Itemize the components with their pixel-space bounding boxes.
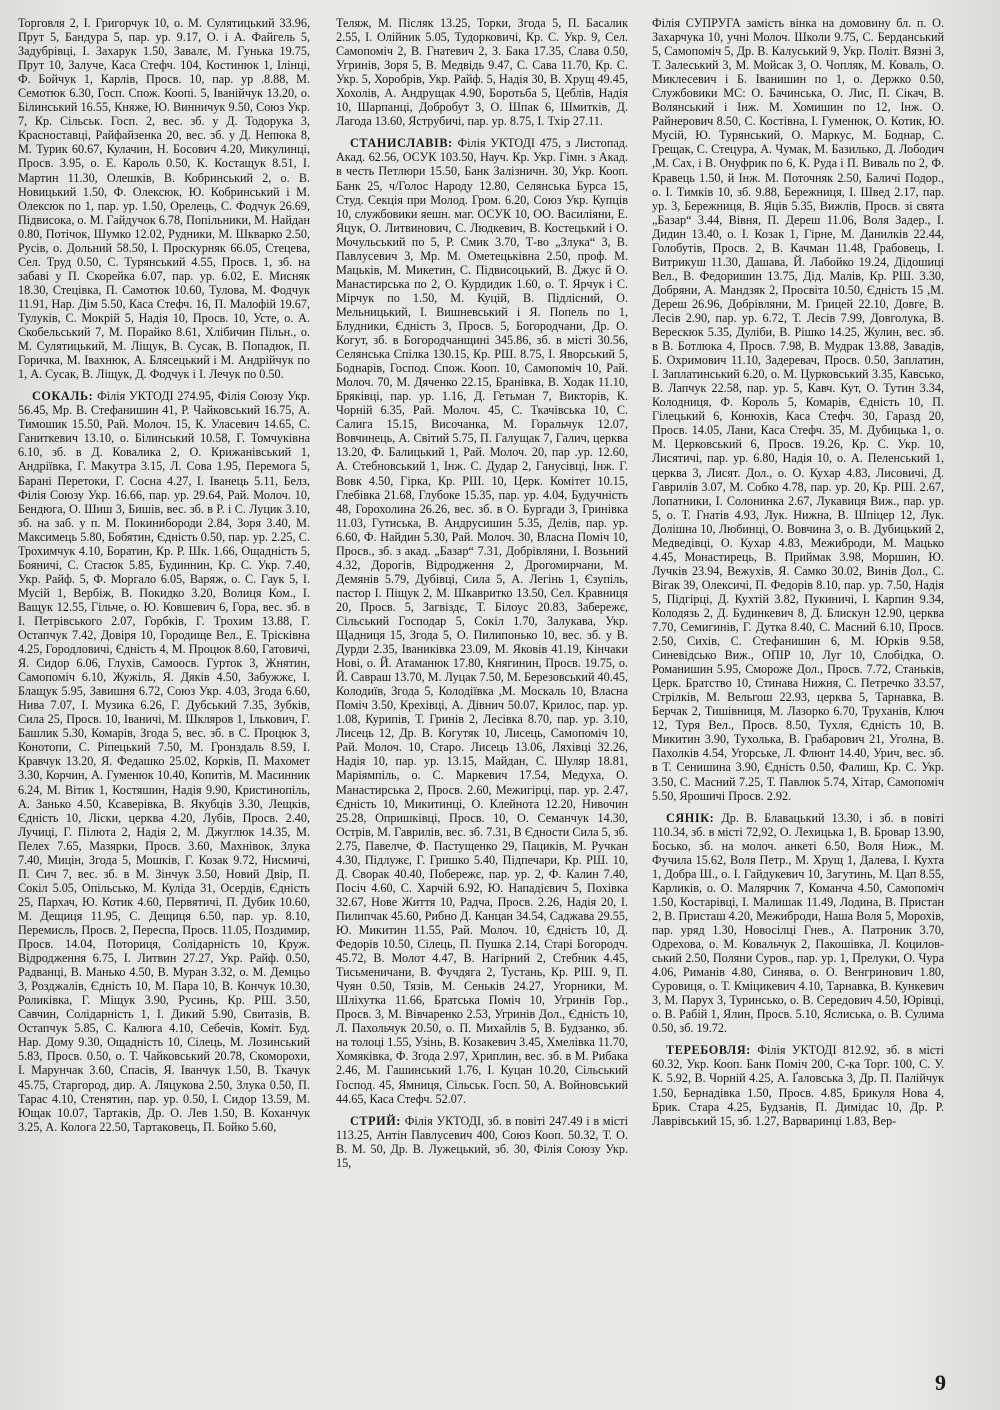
section-text: Др. В. Блавацький 13.30, і зб. в повіті 110.34, зб. в місті 72,92, О. Лехицька 1, В. Бровар 13.90, Босько, зб. на молоч. анкеті 6.50, Воля Ниж., М. Фучила 15.62, Воля Петр., М. Хрущ 1, Далева, І. Кухта 1, Добра Ш., о. І. Гайдукевич 10, Загутинь, М. Цап 8.55, Карликів, о. О. Малярчик 7, Команча 4.50, Самопоміч 1.50, Костарівці, І. Малишак 11.49, Лодина, В. Пристан 2, В. Присташ 4.20, Межиброди, Наша Воля 5, Морохів, пар. уряд 1.30, Новосілці Гнев., А. Патроник 3.70, Одрехова, о. М. Ковальчук 2, Пакошівка, Л. Коциловський 2.50, Поляни Суров., пар. ур. 1, Прелуки, О. Чура 4.06, Риманів 4.80, Синява, о. О. Венгринович 1.80, Суровиця, о. Т. Кміцикевич 4.10, Тарнавка, В. Кункевич 3, М. Парух 3, Туринсько, о. В. Середович 4.50, Юрівці, о. В. Рабій 1, Ялин, Просв. 5.10, Яслиська, о. В. Сулима 0.50, зб. 19.72. <box>652 810 944 1036</box>
donation-list-paragraph: Філія СУПРУГА замість вінка на домовину бл. п. О. Захарчука 10, учні Молоч. Школи 9.75, С. Берданський 5, Самопоміч 5, Др. В. Калуський 9, Укр. Політ. Вязні 3, Т. Залеський 3, М. Мойсак 3, О. Чопляк, М. Коваль, О. Миклесевич і Б. Іванишин по 1, о. Держко 0.50, Службовики МС: О. Бачинська, О. Лис, П. Сікач, В. Волянський і Інж. М. Хомишин по 12, Інж. О. Райнерович 8.50, С. Костівна, І. Гуменюк, О. Котик, Ю. Мусій, Ю. Турянський, О. Маркус, М. Боднар, С. Грещак, С. Стецура, А. Чумак, М. Базилько, Д. Лободич ,М. Сах, і В. Онуфрик по 6, К. Руда і П. Виваль по 2, Ф. Кравець 1.50, й Інж. М. Поточняк 2.50, Баличі Подор., о. І. Тимків 10, зб. 9.88, Бережниця, І. Швед 2.17, пар. ур. 3, Бережниця, В. Яців 5.35, Вижлів, Просв. зі свята „Базар“ 3.44, Вівня, П. Дереш 11.06, Воля Задер., І. Дидин 13.40, о. І. Козак 1, Гірне, М. Данилків 22.44, Голобутів, Просв. 2, В. Качман 11.48, Грабовець, І. Витрикуш 11.30, Дашава, Й. Лабойко 19.24, Дідошиці Вел., В. Федоришин 13.75, Дід. Малів, Кр. РШ. 3.30, Добряни, А. Мандзяк 2, Просвіта 10.50, Єдність 15 ,М. Дереш 26.96, Добрівляни, М. Грицей 22.10, Довге, В. Лесів 2.90, пар. ур. 6.72, Т. Лесів 7.99, Довголука, В. Верескюк 5.35, Дуліби, В. Рішко 14.25, Жулин, вес. зб. в В. Ботлюка 4, Просв. 7.98, В. Мудрак 13.88, Завадів, Б. Охримович 11.10, Задеревач, Просв. 0.50, Заплатин, І. Заплатинський 6.20, о. М. Цурковський 3.35, Кавсько, В. Лапчук 22.58, пар. ур. 5, Кавч. Кут, О. Тутин 3.34, Колодниця, Ф. Король 5, Комарів, Єдність 10, П. Гілецький 6, Конюхів, Каса Стефч. 30, Гаразд 20, Просв. 14.05, Лани, Каса Стефч. 35, М. Дубицька 1, о. М. Церковський 6, Просв. 19.26, Кр. С. Укр. 10, Лисятичі, пар. ур. 6.80, Надія 10, о. А. Пеленський 1, церква 3, Лисят. Дол., о. О. Кухар 4.83, Лисовичі, Д. Гаврилів 3.07, М. Собко 4.78, пар. ур. 20, Кр. РШ. 2.67, Лопатники, І. Солонинка 2.67, Лукавиця Виж., пар. ур. 5, о. Т. Гнатів 4.93, Лук. Нижна, В. Шпіцер 12, Лук. Долішна 10, Любинці, О. Вовчина 3, о. В. Дубицький 2, Медведівці, О. Кухар 4.83, Межиброди, М. Мацько 4.45, Монастирець, В. Приймак 3.98, Моршин, Ю. Лучків 23.94, Вежухів, Я. Самко 30.02, Винів Дол., С. Вігак 39, Олексичі, П. Федорів 8.10, пар. ур. 7.50, Надія 5, Підгірці, Д. Кухтій 3.82, Пукиничі, І. Карпин 9.34, Колодязь 2, Д. Будинкевич 8, Д. Блискун 12.90, церква 7.70, Семигинів, Г. Дутка 8.40, С. Масний 6.10, Просв. 2.50, Сихів, С. Стефанишин 6, М. Юрків 9.58, Синевідсько Виж., ОПІР 10, Луг 10, Слобідка, О. Романишин 5.95, Смороже Дол., Просв. 7.72, Станьків, Церк. Братство 10, Стинава Нижня, С. Петречко 33.57, Стрілків, М. Вельгош 22.93, церква 5, Тарнавка, В. Берчак 2, Тишівниця, М. Лазорко 6.70, Труханів, Ключ 12, Туря Вел., Просв. 8.50, Тухля, Єдність 10, В. Микитин 3.90, Тухолька, В. Грабарович 21, Уголна, В. Пахолків 4.54, Угорське, Л. Флюнт 14.40, Урич, вес. зб. в Т. Сенишина 3.90, Єдність 0.50, Фалиш, Кр. С. Укр. 3.50, С. Масний 7.25, Т. Павлюк 5.74, Хітар, Самопоміч 5.50, Ярошичі Просв. 2.92. <box>652 16 944 803</box>
section-terebovlia <box>652 1043 944 1127</box>
section-syanik <box>652 811 944 1036</box>
text-column-2 <box>336 16 628 1394</box>
text-column-1 <box>18 16 310 1394</box>
section-heading: СОКАЛЬ: <box>32 389 94 404</box>
page-number: 9 <box>935 1370 946 1395</box>
section-text: Філія УКТОДІ 812.92, зб. в місті 60.32, Укр. Кооп. Банк Поміч 200, С-ка Торг. 100, С. У. К. 5.92, В. Чорній 4.25, А. Ґаловська 3, Др. П. Палійчук 1.50, Бернадівка 1.50, Просв. 4.85, Брикуля Нова 4, Брик. Стара 4.25, Будзанів, П. Димідас 10, Др. Р. Лаврівський 15, зб. 1.27, Варваринці 1.83, Вер- <box>652 1043 944 1128</box>
section-stanyslaviv <box>336 136 628 1105</box>
donation-list-paragraph: Торговля 2, І. Григорчук 10, о. М. Сулятицький 33.96, Прут 5, Бандура 5, пар. ур. 9.17, О. і А. Файгель 5, Задубрівці, І. Захарук 1.50, Завалє, М. Гунька 19.75, Прут 10, Залуче, Каса Стефч. 104, Костинюк 1, Ілінці, Ф. Бойчук 1, Карлів, Просв. 10, пар. ур .8.88, М. Семотюк 6.30, Госп. Спож. Коопі. 5, Іванійчук 13.20, о. Білинський 16.55, Княже, Ю. Винничук 9.50, Союз Укр. 7, Кр. Сільськ. Госп. 2, вес. зб. у Д. Тодорука 3, Красноставці, Райфайзенка 20, вес. зб. у Д. Непюка 8, М. Турик 60.67, Кулачин, Н. Босович 4.20, Микулинці, Просв. 3.95, о. Е. Кароль 0.50, К. Костащук 8.51, І. Мартин 11.30, Олешків, В. Кобринський 2, о. В. Новицький 1.50, Ф. Олексюк, Ю. Кобринський і М. Олексюк по 1, пар. ур. 1.50, Орелець, С. Фодчук 26.69, Підвисока, о. М. Гайдучок 6.78, Попільники, М. Найдан 0.80, Потічок, Шумко 12.02, Рудники, М. Шкварко 2.50, Русів, о. Дольний 58.50, І. Проскурняк 66.05, Стецева, Сел. Труд 0.50, С. Турянський 4.55, Просв. 1, зб. на забаві у П. Скорейка 6.07, пар. ур. 6.02, Е. Мисняк 18.30, Стецівка, П. Самотюк 10.60, Тулова, М. Фодчук 11.91, Нар. Дім 5.50, Каса Стефч. 16, П. Малофій 19.67, Тулуків, С. Мокрій 5, Надія 10, Просв. 10, Усте, о. А. Скобельський 7, М. Порайко 8.61, Хлібичин Пільн., о. М. Сулятицький, М. Ліщук, В. Сусак, В. Попадюк, П. Горичка, М. Івахнюк, А. Блясецький і М. Андрійчук по 1, А. Сусак, В. Ліщук, Д. Фодчук і І. Лечук по 0.50. <box>18 16 310 382</box>
section-heading: СТАНИСЛАВІВ: <box>350 136 453 151</box>
section-text: Філія УКТОДІ 274.95, Філія Союзу Укр. 56.45, Мр. В. Стефанишин 41, Р. Чайковський 16.75, А. Тимошик 15.50, Рай. Молоч. 15, К. Уласевич 14.65, С. Ганиткевич 13.10, о. Білинський 10.58, Г. Томчуківна 6.10, зб. в Д. Ковалика 2, О. Крижанівський 1, Андріївка, Г. Макутра 3.15, Л. Сова 1.95, Перемога 5, Барані Перетоки, Г. Сосна 4.27, І. Іванець 5.11, Белз, Філія Союзу Укр. 16.66, пар. ур. 29.64, Рай. Молоч. 10, Бендюга, О. Шиш 3, Бишів, вес. зб. в Р. і С. Луцик 3.10, зб. на заб. у п. М. Покинибороди 2.84, Зоря 3.40, М. Максимець 5.80, Бобятин, Єдність 0.50, пар. ур. 2.25, С. Трохимчук 4.10, Боратин, Кр. Р. Шк. 1.66, Ощадність 5, Бояничі, С. Стасюк 5.85, Будиннин, Кр. С. Укр. 7.40, Укр. Райф. 5, Ф. Моргало 6.05, Варяж, о. С. Гаук 5, І. Мусій 1, Вербіж, В. Покидко 3.20, Волиця Ком., І. Ващук 12.55, Гільче, о. Ю. Ковшевич 6, Гора, вес. зб. в І. Петрівського 2.07, Горбків, Г. Трохим 13.88, Г. Остапчук 7.42, Довіря 10, Городище Вел., Е. Трісківна 4.25, Городловичі, Єдність 4, М. Процюк 8.60, Гатовичі, Я. Сидор 6.06, Глухів, Самоосв. Гурток 3, Жнятин, Самопоміч 6.10, Жужіль, Я. Дяків 4.50, Забужжє, І. Блащук 5.95, Завишня 6.72, Союз Укр. 4.03, Згода 6.60, Нива 7.07, І. Музика 6.26, Г. Дубський 7.35, Зубків, Сила 25, Просв. 10, Іваничі, М. Шкляров 1, Ількович, Г. Башлик 5.30, Комарів, Згода 5, вес. зб. в С. Процюк 3, Конотопи, С. Ріпецький 7.50, М. Гронздаль 8.59, І. Кравчук 13.20, Я. Федашко 25.02, Корків, П. Махомет 3.30, Корчин, А. Гуменюк 10.40, Копитів, М. Масинник 6.24, М. Вітик 1, Костяшин, Надія 9.90, Кристинопіль, А. Занько 4.50, Ксаверівка, В. Якубців 3.30, Лещків, Єдність 10, Ліски, церква 4.20, Лубів, Просв. 2.40, Лучиці, Г. Пілюта 2, Надія 2, М. Джуглюк 14.35, М. Пелех 7.65, Мазярки, Просв. 3.60, Махнівок, Злука 7.40, Мицін, Згода 5, Мошків, Г. Козак 9.72, Нисмичі, П. Сич 7, вес. зб. в М. Зінчук 3.50, Новий Двір, П. Сокіл 5.05, Опільсько, М. Кулідa 31, Осердів, Єдність 25, Пархач, Ю. Котик 4.60, Первятичі, П. Дубик 10.60, М. Дещиця 11.95, С. Дещиця 6.50, пар. ур. 8.10, Перемисль, Просв. 2, Переспа, Просв. 11.05, Поздимир, Просв. 14.04, Поториця, Солідарність 10, Круж. Відродження 6.75, І. Литвин 27.27, Укр. Райф. 0.50, Радванці, В. Манько 4.50, В. Муран 3.32, о. М. Демцьо 3, Розджалів, Єдність 10, М. Пара 10, В. Кончук 10.30, Роликівка, Г. Міщук 3.90, Русинь, Кр. РШ. 3.50, Савчин, Солідарність 1, І. Дикий 5.90, Свитазів, В. Остапчук 5.85, С. Калюга 4.10, Себечів, Коміт. Буд. Нар. Дому 9.30, Ощадність 10, Сілець, М. Лозинський 5.83, Просв. 0.50, о. Т. Чайковський 20.78, Скоморохи, І. Марунчак 3.60, Спасів, Я. Іванчук 1.50, В. Ткачук 45.75, Старгород, дир. А. Ляцукова 2.50, Злука 0.50, П. Тарас 4.10, Стенятин, пар. ур. 0.50, І. Сидор 13.59, М. Ющак 10.07, Тартаків, Др. О. Лев 1.50, В. Коханчук 3.25, А. Кологa 22.50, Тартаковець, П. Бойко 5.60, <box>18 389 310 1134</box>
section-stryi <box>336 1114 628 1170</box>
section-heading: ТЕРЕБОВЛЯ: <box>666 1043 751 1058</box>
section-heading: СЯНІК: <box>666 810 715 825</box>
donation-list-paragraph: Теляж, М. Післяк 13.25, Торки, Згода 5, П. Басалик 2.55, І. Олійник 5.05, Тудорковичі, Кр. С. Укр. 9, Сел. Самопоміч 2, В. Гнатевич 2, З. Бака 17.35, Слава 0.50, Угринів, Зоря 5, В. Медвідь 9.47, С. Сава 11.70, Кр. С. Укр. 5, Хоробрів, Укр. Райф. 5, Надія 30, В. Хрущ 49.45, Хохолів, А. Андрущак 4.90, Боротьба 5, Цеблів, Надія 10, Шарпанці, Добробут 3, О. Шпак 6, Шмитків, Д. Лагода 13.60, Яструбичі, пар. ур. 8.75, І. Тхір 27.11. <box>336 16 628 129</box>
section-text: Філія УКТОДІ, зб. в повіті 247.49 і в місті 113.25, Антін Павлусевич 400, Союз Кооп. 50.32, Т. О. В. М. 50, Др. В. Лужецький, зб. 30, Філія Союзу Укр. 15, <box>336 1113 628 1170</box>
section-heading: СТРИЙ: <box>350 1113 401 1128</box>
section-sokal <box>18 389 310 1133</box>
section-text: Філія УКТОДІ 475, з Листопад. Акад. 62.56, ОСУК 103.50, Науч. Кр. Укр. Гімн. з Акад. в честь Петлюри 15.50, Банк Залізничн. 30, Укр. Кооп. Банк 25, ч/Голос Народу 12.80, Селянська Бурса 15, Студ. Секція при Молод. Гром. 6.20, Союз Укр. Купців 10, службовики яешн. маг. ОСУК 10, ОО. Василіяни, Е. Яцук, О. Литвинович, С. Людкевич, В. Костецький і О. Мочульський по 5, Р. Смик 3.70, Т-во „Злука“ 3, В. Павлусевич 3, Мр. М. Ометецьківна 2.50, проф. М. Мацьків, М. Микетин, С. Підвисоцький, В. Джус й О. Манастирська по 2, О. Курдидик 1.60, о. Т. Ярчук і С. Мірчук по 1.50, М. Куцій, В. Підлісний, О. Мельницький, І. Вишневський і Я. Попель по 1, Блудники, Єдність 3, Просв. 5, Богородчани, Др. О. Когут, зб. в Богородчанщині 345.86, зб. в місті 30.56, Селянська Спілка 130.15, Кр. РШ. 8.75, І. Яворський 5, Боднарів, Господ. Спож. Кооп. 10, Самопоміч 10, Рай. Молоч. 70, М. Дяченко 22.15, Бранівка, В. Ходак 11.10, Бряківці, пар. ур. 1.16, Д. Гетьман 7, Викторів, К. Чорній 6.35, Рай. Молоч. 45, С. Ткачівська 10, С. Салига 15.15, Височанка, М. Горальчук 12.07, Вовчинець, А. Світий 5.75, П. Галущак 7, Галич, церква 13.20, Ф. Балицький 1, Рай. Молоч. 20, пар .ур. 12.60, А. Стебновський 1, Інж. С. Дудар 2, Ганусівці, Інж. Г. Вовк 4.50, Гірка, Кр. РШ. 10, Церк. Комітет 10.15, Глебівка 21.68, Глубоке 15.35, пар. ур. 4.04, Будучність 48, Горохолина 26.26, вес. зб. в О. Бургади 3, Гринівка 11.03, Гутиська, В. Андрусишин 5.35, Делів, пар. ур. 6.60, Ф. Найдин 5.30, Рай. Молоч. 30, Власна Поміч 10, Просв., зб. з акад. „Базар“ 7.31, Добрівляни, І. Возьний 4.32, Дорогів, Відродження 2, Дрогомирчани, М. Демянів 5.79, Дубівці, Сила 5, А. Легінь 1, Єзупіль, пастор І. Піщук 2, М. Шкавритко 13.50, Сел. Кравниця 20, Просв. 5, Загвіздє, Т. Білоус 20.83, Забережє, Сільський Господар 5, Сокіл 1.70, Залукава, Укр. Щадниця 15, Згода 5, О. Пилипонько 10, вес. зб. у В. Дурди 2.35, Іваниківка 23.09, М. Яковів 41.19, Кінчаки Нові, о. Й. Атаманюк 17.80, Княгинин, Просв. 19.75, о. Й. Савраш 13.70, М. Луцак 7.50, М. Березовський 40.45, Колодиїв, Згода 5, Колодіївка ,М. Москаль 10, Власна Поміч 3.50, Крехівці, А. Дівнич 50.07, Крилос, пар. ур. 1.08, Курипів, Т. Гринів 2, Лесівка 8.70, пар. ур. 3.10, Лисець 12, Др. В. Когутяк 10, Лисець, Самопоміч 10, Рай. Молоч. 10, Старо. Лисець 13.06, Ляхівці 32.26, Надія 10, пар. ур. 13.15, Майдан, С. Шуляр 18.81, Маріямпіль, о. С. Маркевич 17.54, Медуха, О. Манастирська 2, Просв. 2.60, Межигірці, пар. ур. 2.47, Єдність 10, Микитинці, О. Клейнота 12.20, Нивочин 25.28, Опришківці, Просв. 10, О. Семанчук 14.30, Острів, М. Гаврилів, вес. зб. 7.31, В Єдности Сила 5, зб. 2.75, Павелче, Ф. Пастущенко 29, Пациків, М. Ручкан 4.30, Підлужє, Г. Гришко 5.40, Підпечари, Кр. РШ. 10, Д. Сворак 40.40, Побережє, пар. ур. 2, Ф. Калин 7.40, Посіч 4.60, С. Харчій 6.92, Ю. Нападієвич 5, Похівка 32.67, Нове Життя 10, Радча, Просв. 2.26, Надія 20, І. Пилипчак 45.60, Рибно Д. Канцан 34.54, Саджава 29.55, Ю. Микитин 11.55, Рай. Молоч. 10, Єдність 10, Д. Федорів 10.50, Сілець, П. Пушка 2.14, Старі Богородч. 45.72, В. Молот 4.47, В. Нагірний 2, Стебник 4.45, Тисьменичани, В. Фучдяга 2, Тустань, Кр. РШ. 9, П. Чуян 0.50, Тязів, М. Сеньків 24.27, Угорники, М. Шліхутка 11.66, Братська Поміч 10, Угринів Гор., Просв. 3, М. Вівчаренко 2.53, Угринів Дол., Єдність 10, Л. Пахольчук 20.50, о. П. Михайлів 5, В. Будзанко, зб. на толоці 1.55, Узінь, В. Козакевич 3.45, Хмелівка 11.70, Хомяківка, Ф. Згода 2.97, Хриплин, вес. зб. в М. Рибака 2.46, М. Гашинський 1.76, І. Куцан 10.20, Сільський Господ. 45, Ямниця, Сільськ. Госп. 50, А. Войновський 44.65, Каса Стефч. 52.07. <box>336 136 628 1106</box>
text-column-3 <box>652 16 944 1316</box>
